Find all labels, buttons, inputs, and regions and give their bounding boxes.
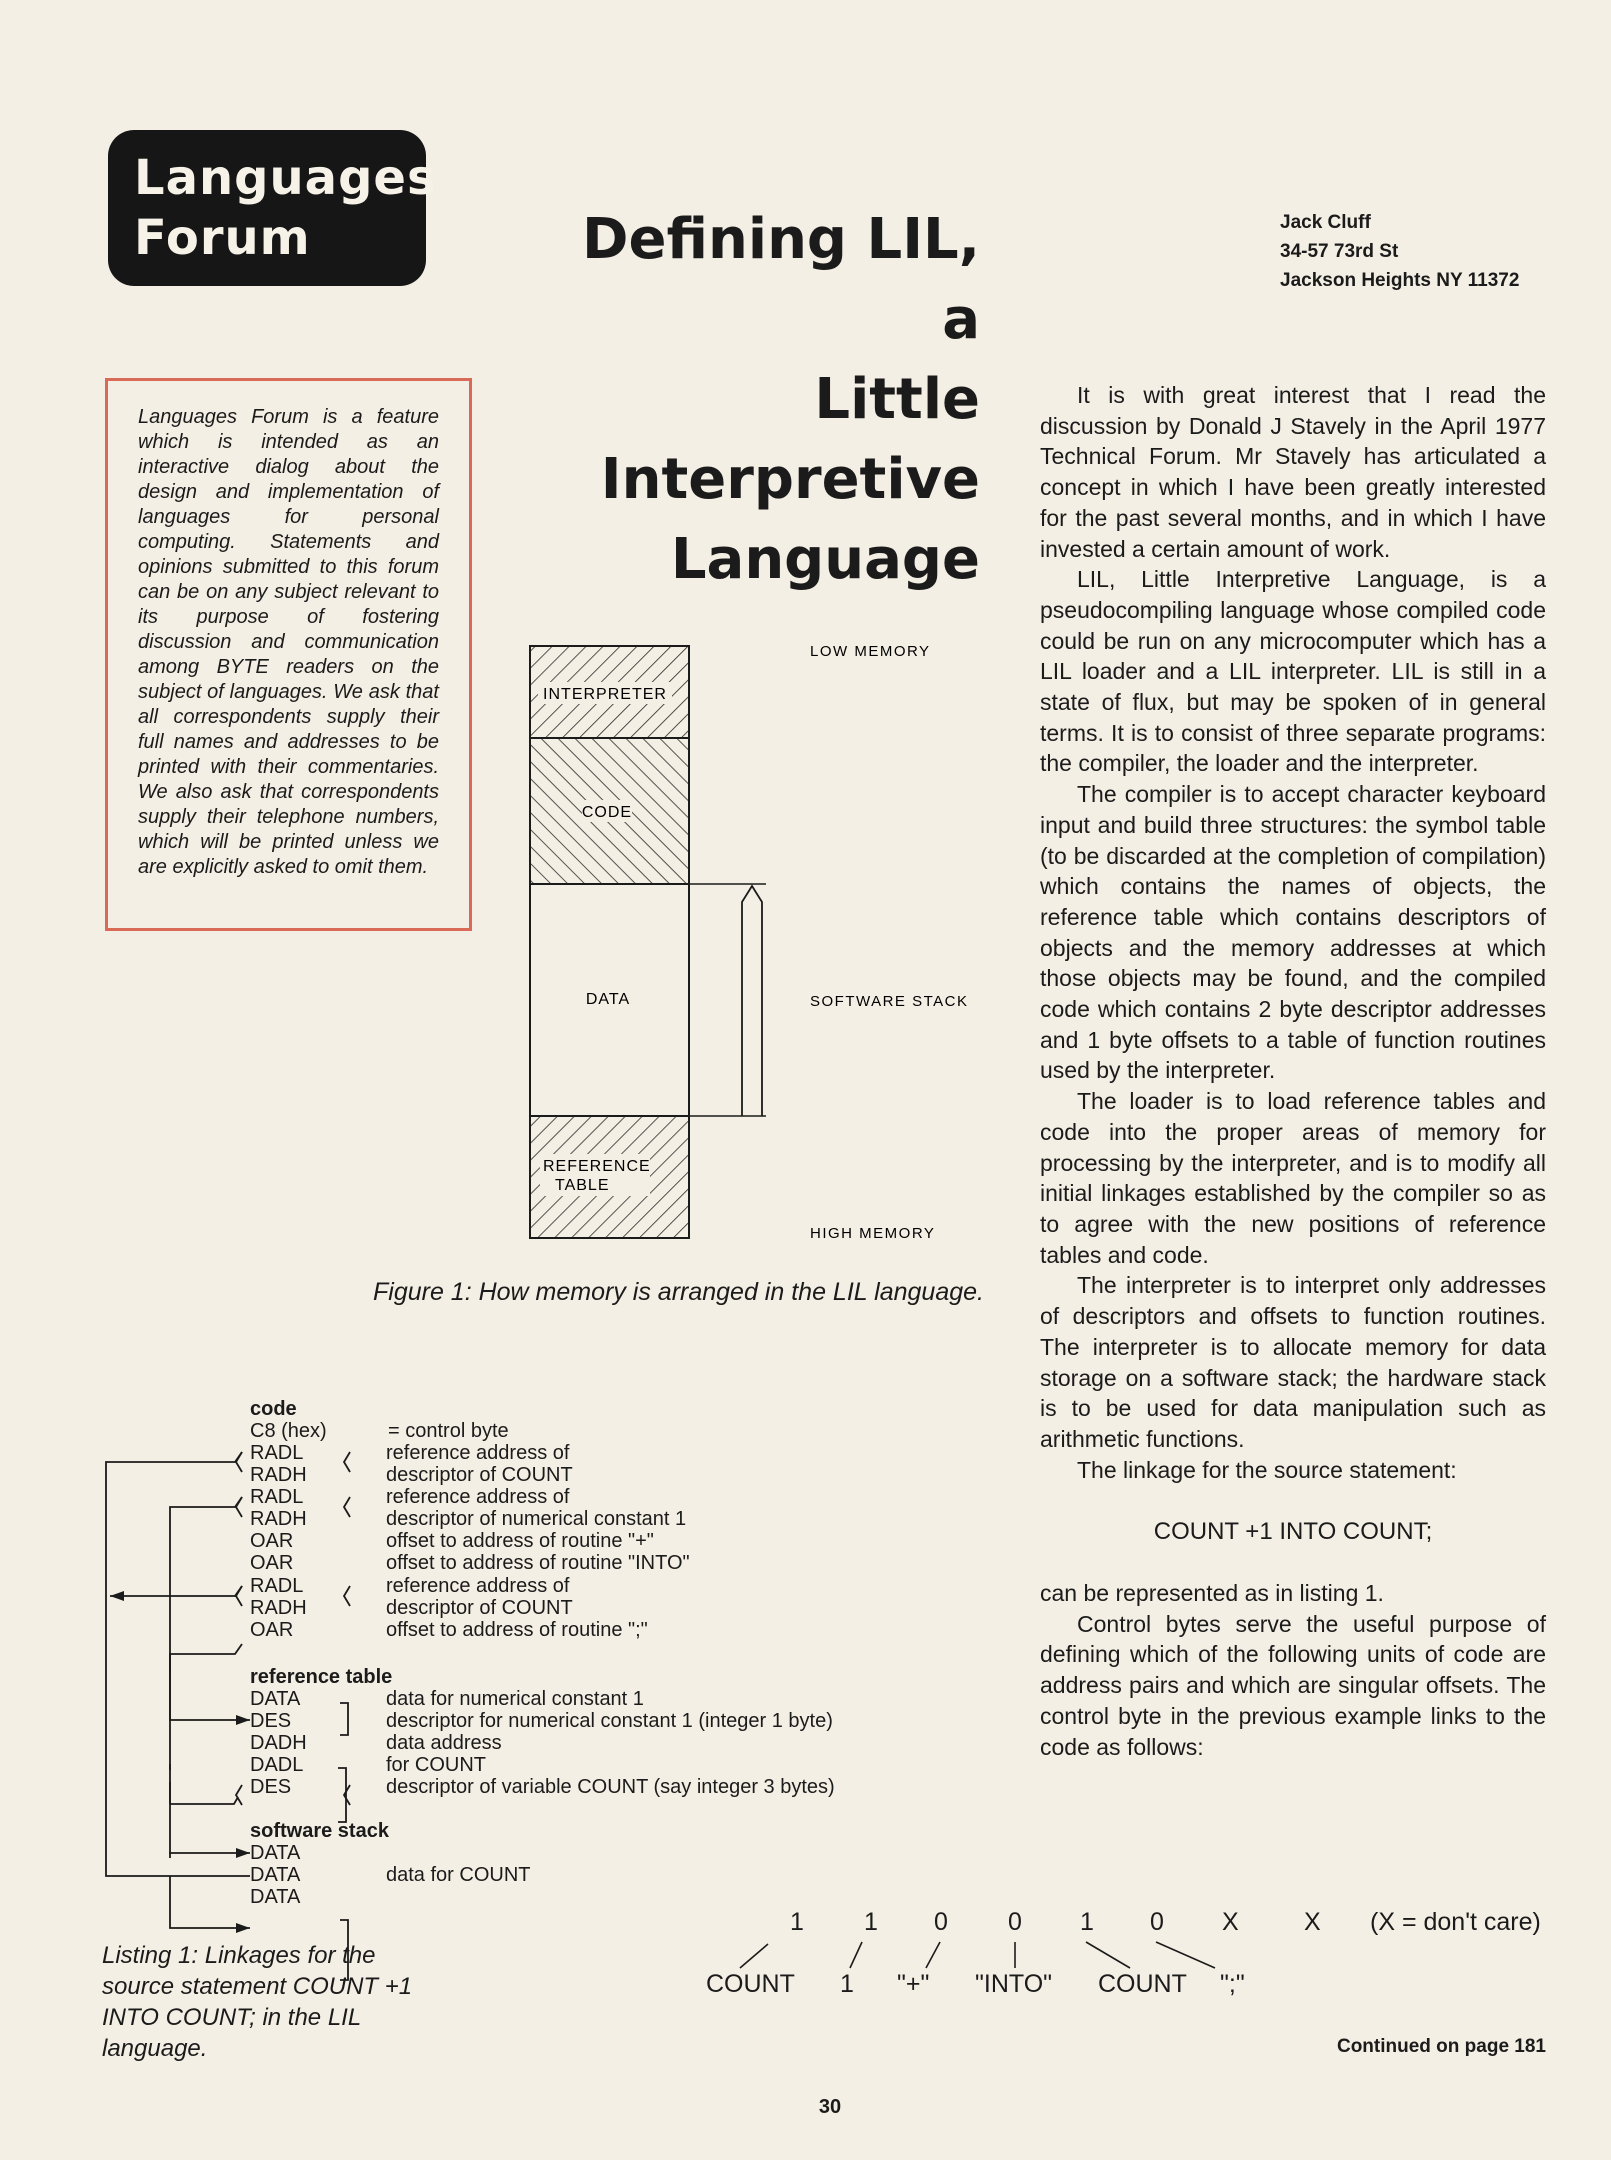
- listing-comment: for COUNT: [386, 1754, 486, 1776]
- listing-comment: data for COUNT: [386, 1864, 531, 1886]
- listing-comment: reference address of: [386, 1486, 570, 1508]
- listing-dadh: DADH: [250, 1732, 307, 1754]
- listing-data: DATA: [250, 1688, 301, 1710]
- control-byte-example: [690, 1900, 1560, 2010]
- control-bit: 1: [790, 1908, 804, 1936]
- author-name: Jack Cluff: [1280, 212, 1371, 233]
- listing-radl: RADL: [250, 1442, 304, 1464]
- continued-note: Continued on page 181: [1336, 2036, 1546, 2057]
- code-label: CODE: [581, 804, 633, 821]
- body-paragraph: The compiler is to accept character keyboard input and build three structures: the symbol table (to be discarded at the completion of compilation) which contains the names of objects, the reference table which contains descriptors of objects and the memory addresses at which those objects may be found, and the compiled code which contains 2 byte descriptor addresses and 1 byte offsets to a table of function routines used by the interpreter.: [1040, 781, 1546, 1084]
- control-token: ";": [1220, 1970, 1245, 1998]
- body-paragraph: The linkage for the source statement:: [1077, 1456, 1457, 1483]
- listing-data: DATA: [250, 1886, 301, 1908]
- forum-description-box: [105, 378, 472, 931]
- control-byte-hex: C8 (hex): [250, 1420, 327, 1442]
- table-label: TABLE: [555, 1177, 610, 1194]
- control-bit: 0: [1008, 1908, 1022, 1936]
- listing-radh: RADH: [250, 1597, 307, 1619]
- control-token: COUNT: [706, 1970, 795, 1998]
- software-stack-header: software stack: [250, 1820, 389, 1842]
- body-paragraph: The interpreter is to interpret only addresses of descriptors and offsets to function routines. The interpreter is to allocate memory for data storage on a software stack; the hardware stack is to be used for data manipulation such as arithmetic functions.: [1040, 1272, 1546, 1452]
- interpreter-label: INTERPRETER: [543, 686, 667, 703]
- source-statement: COUNT +1 INTO COUNT;: [1153, 1518, 1433, 1546]
- body-paragraph: The loader is to load reference tables and code into the proper areas of memory for processing by the interpreter, and is to modify all initial linkages established by the compiler so as to agree with the new positions of reference tables and code.: [1040, 1088, 1546, 1268]
- title-line-4: Language: [670, 527, 980, 592]
- control-token: "+": [897, 1970, 930, 1998]
- listing-comment: descriptor of variable COUNT (say integer 3 bytes): [386, 1776, 835, 1798]
- listing-radl: RADL: [250, 1575, 304, 1597]
- listing-dadl: DADL: [250, 1754, 304, 1776]
- listing-data: DATA: [250, 1864, 301, 1886]
- listing-radh: RADH: [250, 1464, 307, 1486]
- languages-forum-logo: [108, 130, 437, 286]
- listing-radh: RADH: [250, 1508, 307, 1530]
- listing-des: DES: [250, 1776, 292, 1798]
- forum-description-text: Languages Forum is a feature which is intended as an interactive dialog about the design and implementation of languages for personal computing. Statements and opinions submitted to this forum can be on any subject relevant to its purpose of fostering discussion and communication among BYTE readers on the subject of languages. We ask that all correspondents supply their full names and addresses to be printed with their commentaries. We also ask that correspondents supply their telephone numbers, which will be printed unless we are explicitly asked to omit them.: [138, 406, 439, 878]
- control-token: "INTO": [975, 1970, 1053, 1998]
- listing-comment: offset to address of routine "+": [386, 1530, 654, 1552]
- listing-comment: descriptor of COUNT: [386, 1597, 573, 1619]
- control-bit: X: [1222, 1908, 1239, 1936]
- author-city: Jackson Heights NY 11372: [1280, 270, 1520, 291]
- control-bit: 0: [1150, 1908, 1164, 1936]
- logo-line-1: Languages: [134, 150, 437, 206]
- body-paragraph: LIL, Little Interpretive Language, is a pseudocompiling language whose compiled code could be run on any microcomputer which has a LIL loader and a LIL interpreter. LIL is still in a state of flux, but may be spoken of in general terms. It is to consist of three separate programs: the compiler, the loader and the interpreter.: [1040, 566, 1546, 777]
- listing-comment: data for numerical constant 1: [386, 1688, 644, 1710]
- software-stack-label: SOFTWARE STACK: [810, 993, 969, 1010]
- logo-line-2: Forum: [134, 210, 311, 266]
- reference-label: REFERENCE: [543, 1158, 651, 1175]
- body-paragraph: can be represented as in listing 1.: [1040, 1580, 1384, 1607]
- low-memory-label: LOW MEMORY: [810, 643, 931, 660]
- listing-comment: descriptor for numerical constant 1 (integer 1 byte): [386, 1710, 833, 1732]
- title-line-2: Little: [814, 367, 980, 432]
- memory-layout-figure: [500, 630, 1000, 1260]
- high-memory-label: HIGH MEMORY: [810, 1225, 936, 1242]
- dont-care-note: (X = don't care): [1370, 1908, 1541, 1936]
- listing-oar: OAR: [250, 1552, 294, 1574]
- control-token: 1: [840, 1970, 854, 1998]
- control-token: COUNT: [1098, 1970, 1187, 1998]
- control-bit: X: [1304, 1908, 1321, 1936]
- control-bit: 1: [1080, 1908, 1094, 1936]
- listing-des: DES: [250, 1710, 292, 1732]
- page-number: 30: [818, 2096, 842, 2118]
- code-header: code: [250, 1398, 297, 1420]
- body-paragraph: Control bytes serve the useful purpose of defining which of the following units of code are address pairs and which are singular offsets. The control byte in the previous example links to the code as follows:: [1040, 1610, 1546, 1760]
- listing-radl: RADL: [250, 1486, 304, 1508]
- listing-comment: reference address of: [386, 1575, 570, 1597]
- listing-caption: Listing 1: Linkages for the source statement COUNT +1 INTO COUNT; in the LIL language.: [102, 1942, 413, 2062]
- stack-arrow: [742, 886, 762, 1116]
- listing-data: DATA: [250, 1842, 301, 1864]
- title-line-3: Interpretive: [600, 447, 980, 512]
- body-paragraph: It is with great interest that I read the discussion by Donald J Stavely in the April 1977 Technical Forum. Mr Stavely has articulated a concept in which I have been greatly interested for the past several months, and in which I have invested a certain amount of work.: [1040, 382, 1546, 562]
- listing-comment: descriptor of numerical constant 1: [386, 1508, 687, 1530]
- listing-comment: descriptor of COUNT: [386, 1464, 573, 1486]
- listing-comment: data address: [386, 1732, 502, 1754]
- data-label: DATA: [585, 991, 631, 1008]
- listing-comment: offset to address of routine ";": [386, 1619, 648, 1641]
- control-byte-desc: = control byte: [388, 1420, 509, 1442]
- figure-caption: Figure 1: How memory is arranged in the LIL language.: [373, 1278, 984, 1306]
- article-body: [1040, 380, 1546, 1762]
- listing-oar: OAR: [250, 1619, 294, 1641]
- control-bit: 1: [864, 1908, 878, 1936]
- title-line-1: Defining LIL, a: [582, 207, 980, 352]
- control-bit: 0: [934, 1908, 948, 1936]
- article-title: [540, 200, 980, 600]
- author-street: 34-57 73rd St: [1280, 241, 1399, 262]
- listing-comment: offset to address of routine "INTO": [386, 1552, 690, 1574]
- listing-comment: reference address of: [386, 1442, 570, 1464]
- listing-oar: OAR: [250, 1530, 294, 1552]
- author-block: [1280, 208, 1560, 295]
- reference-table-header: reference table: [250, 1666, 393, 1688]
